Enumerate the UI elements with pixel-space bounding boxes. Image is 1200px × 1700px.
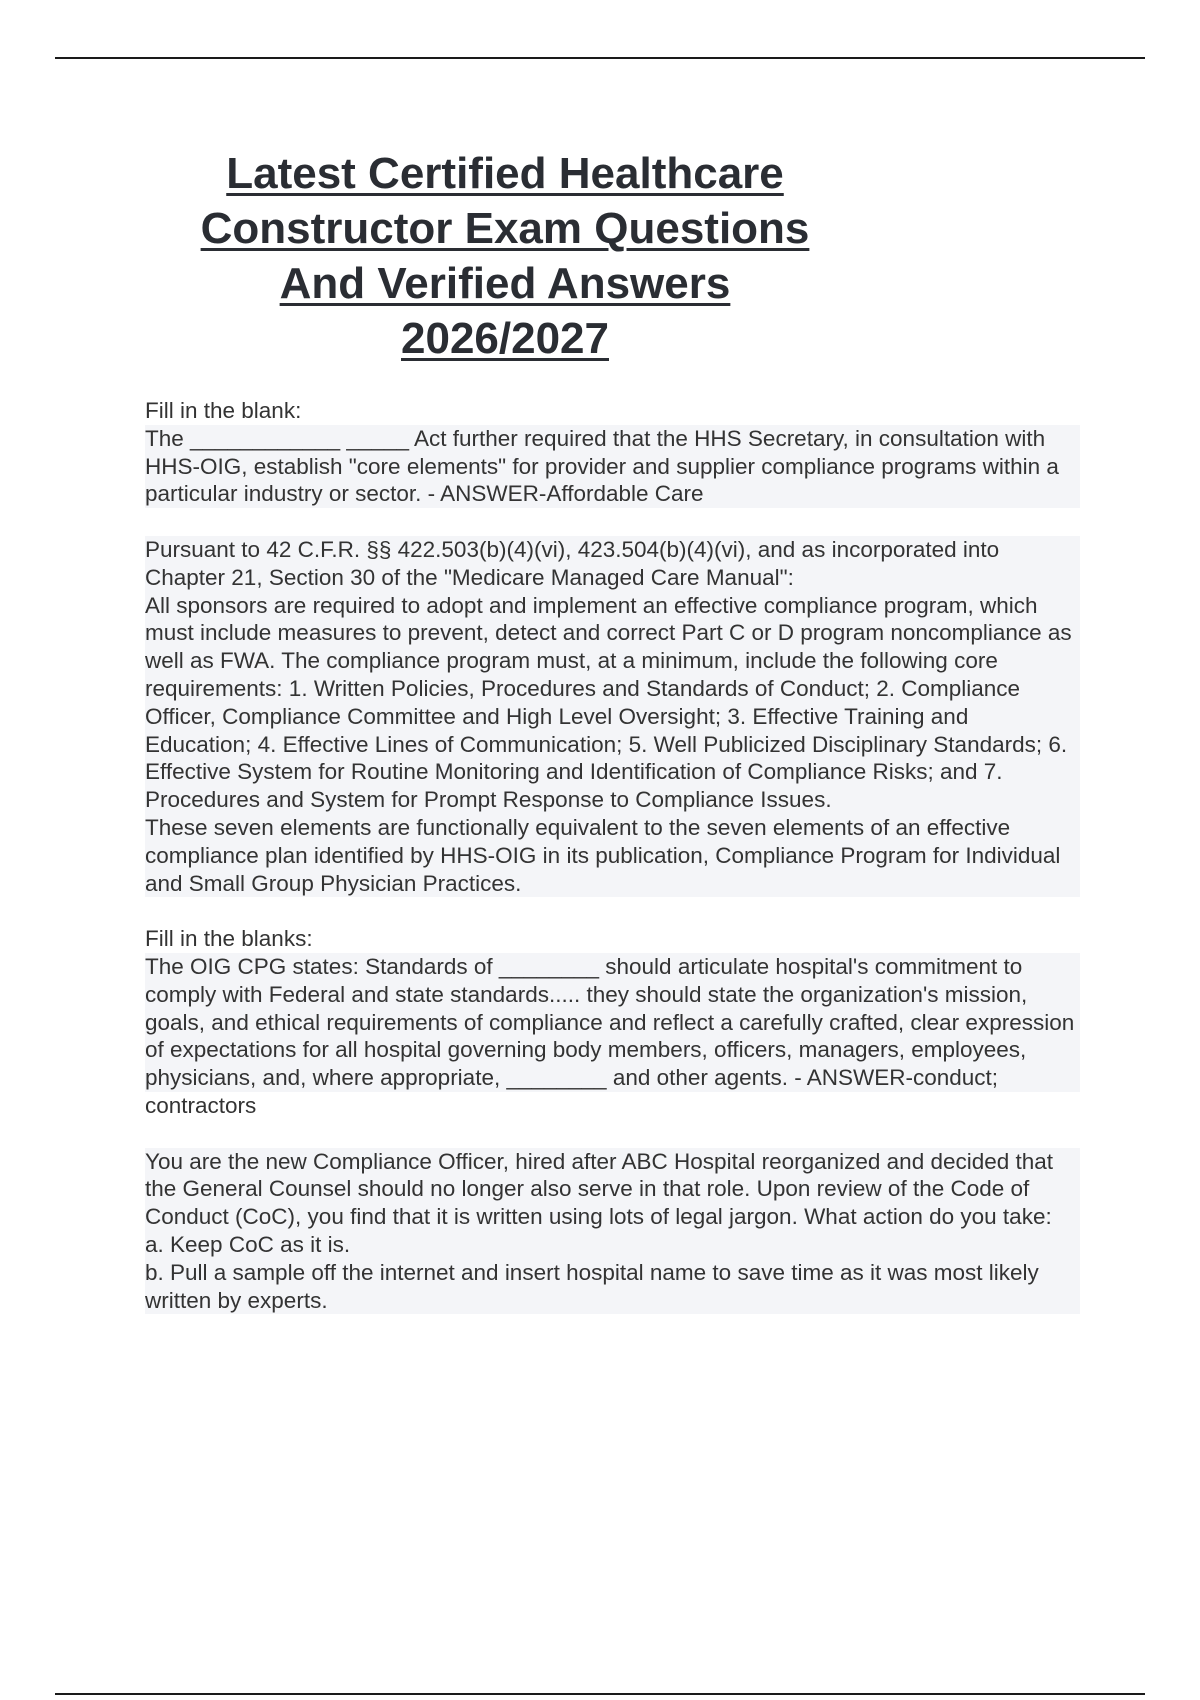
answer-text: contractors (145, 1092, 257, 1118)
answer-text: All sponsors are required to adopt and implement an effective compliance program, which must include measures to prevent, detect and correct Part C or D program noncompliance as well as FWA. The compliance program must, at a minimum, include the following core requirements: 1. Written Policies, Procedures and Standards of Conduct; 2. Compliance Officer, Compliance Committee and High Level Oversight; 3. Effective Training and Education; 4. Effective Lines of Communication; 5. Well Publicized Disciplinary Standards; 6. Effective System for Routine Monitoring and Identification of Compliance Risks; and 7. Procedures and System for Prompt Response to Compliance Issues. (145, 592, 1080, 814)
question-block-4 (145, 1148, 1080, 1315)
document-title (55, 146, 955, 366)
title-line-2: Constructor Exam Questions (200, 204, 810, 253)
question-block-1 (145, 397, 1080, 508)
question-text: The OIG CPG states: Standards of ________ should articulate hospital's commitment to comply with Federal and state standards..... they should state the organization's mission, goals, and ethical requirements of compliance and reflect a carefully crafted, clear expression of expectations for all hospital governing body members, officers, managers, employees, physicians, and, where appropriate, ________ and other agents. - ANSWER-conduct; (145, 953, 1080, 1092)
bottom-rule (55, 1693, 1145, 1695)
question-block-2 (145, 536, 1080, 897)
question-prompt: Fill in the blanks: (145, 926, 313, 952)
option-b: b. Pull a sample off the internet and insert hospital name to save time as it was most likely written by experts. (145, 1259, 1080, 1315)
question-text: Pursuant to 42 C.F.R. §§ 422.503(b)(4)(vi), 423.504(b)(4)(vi), and as incorporated into Chapter 21, Section 30 of the "Medicare Managed Care Manual": (145, 536, 1080, 592)
title-line-4: 2026/2027 (401, 314, 609, 363)
question-text: The ____________ _____ Act further required that the HHS Secretary, in consultation with HHS-OIG, establish "core elements" for provider and supplier compliance programs within a particular industry or sector. - ANSWER-Affordable Care (145, 425, 1080, 508)
question-prompt: Fill in the blank: (145, 398, 302, 423)
question-block-3 (145, 925, 1080, 1120)
title-line-3: And Verified Answers (279, 259, 731, 308)
question-text: You are the new Compliance Officer, hired after ABC Hospital reorganized and decided that the General Counsel should no longer also serve in that role. Upon review of the Code of Conduct (CoC), you find that it is written using lots of legal jargon. What action do you take: (145, 1148, 1080, 1231)
title-line-1: Latest Certified Healthcare (226, 149, 784, 198)
document-body (145, 397, 1080, 1342)
top-rule (55, 57, 1145, 59)
option-a: a. Keep CoC as it is. (145, 1231, 1080, 1259)
answer-text: These seven elements are functionally equivalent to the seven elements of an effective compliance plan identified by HHS-OIG in its publication, Compliance Program for Individual and Small Group Physician Practices. (145, 814, 1080, 897)
